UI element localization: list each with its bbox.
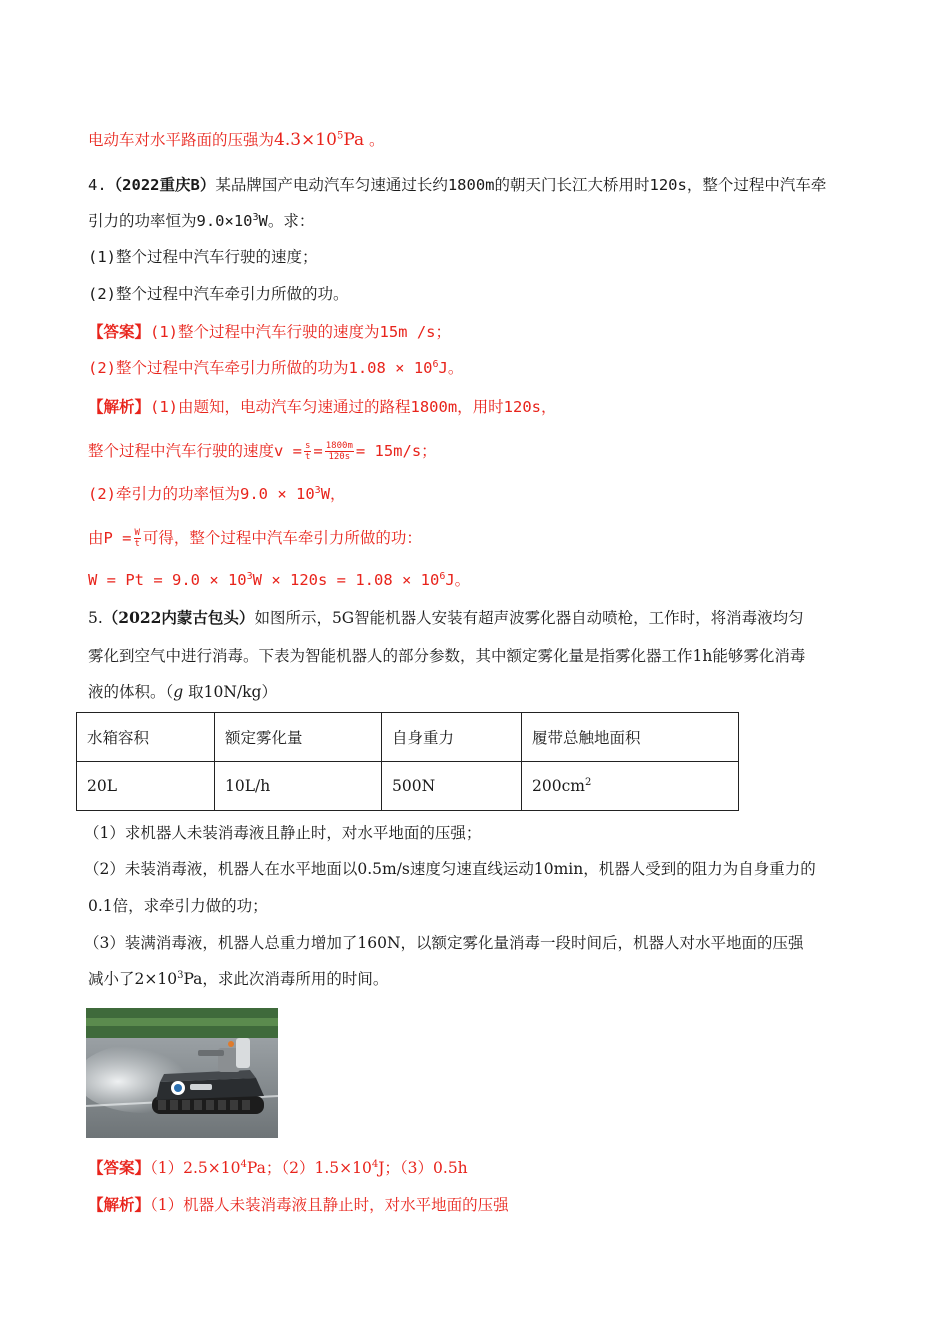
analysis-tag: 【解析】 bbox=[88, 398, 151, 416]
analysis-tag: 【解析】 bbox=[88, 1195, 151, 1214]
answer-tag: 【答案】 bbox=[88, 323, 151, 341]
table-header-cell: 水箱容积 bbox=[77, 713, 215, 762]
disinfection-robot-photo bbox=[86, 1008, 278, 1138]
prev-value: $4.3\times 10^5Pa$ bbox=[274, 130, 365, 150]
table-header-row bbox=[77, 713, 739, 762]
q5-sub2-line1: （2）未装消毒液，机器人在水平地面以0.5m/s速度匀速直线运动10min，机器人受到的阻力为自身重力的 bbox=[84, 860, 816, 878]
q5-sub3-line2: 减小了$2\times 10^3Pa$，求此次消毒所用的时间。 bbox=[88, 969, 389, 988]
fraction-w-over-t: $\frac{W}{t}$ bbox=[134, 528, 140, 549]
fraction-s-over-t: $\frac{s}{t}$ bbox=[305, 441, 311, 462]
table-cell: 500N bbox=[382, 762, 522, 811]
q4-source: （2022重庆B） bbox=[106, 176, 216, 194]
q4-answer-line1: 【答案】(1)整个过程中汽车行驶的速度为15m /s； bbox=[88, 323, 452, 341]
q5-analysis-line: 【解析】（1）机器人未装消毒液且静止时，对水平地面的压强 bbox=[88, 1195, 509, 1214]
q4-stem-line1: 4.（2022重庆B）某品牌国产电动汽车匀速通过长约1800m的朝天门长江大桥用时120s，整个过程中汽车牵 bbox=[88, 176, 827, 194]
answer-tag: 【答案】 bbox=[88, 1158, 151, 1177]
q4-analysis-line1: 【解析】(1)由题知，电动汽车匀速通过的路程1800m，用时120s， bbox=[88, 398, 557, 416]
prev-prefix: 电动车对水平路面的压强为 bbox=[88, 131, 275, 149]
q5-stem-line2: 雾化到空气中进行消毒。下表为智能机器人的部分参数，其中额定雾化量是指雾化器工作1h能够雾化消毒 bbox=[88, 647, 806, 665]
q5-answer-line: 【答案】$(1)2.5\times 10^4Pa$；$(2)1.5\times 10^4J$；（3）0.5h bbox=[88, 1158, 468, 1177]
q4-analysis-line5: $W = Pt = 9.0 \times 10^3W \times 120s = 1.08 \times 10^6J$。 bbox=[88, 570, 471, 589]
q5-sub2-line2: 0.1倍，求牵引力做的功； bbox=[88, 897, 268, 915]
q4-analysis-line2: 整个过程中汽车行驶的速度v = $\frac{s}{t}$ = $\frac{1800m}{120s}$ = 15m/s； bbox=[88, 441, 437, 462]
q4-number: 4. bbox=[88, 176, 107, 194]
q4-analysis-line3: (2)牵引力的功率恒为$9.0 \times 10^3W$， bbox=[88, 484, 346, 503]
q4-answer-line2: (2)整个过程中汽车牵引力所做的功为$1.08 \times 10^6J$。 bbox=[88, 358, 464, 377]
table-cell: 20L bbox=[77, 762, 215, 811]
q5-sub3-line1: （3）装满消毒液，机器人总重力增加了160N，以额定雾化量消毒一段时间后，机器人对水平地面的压强 bbox=[84, 934, 804, 952]
q4-sub1: (1)整个过程中汽车行驶的速度； bbox=[88, 248, 318, 266]
table-cell: $200cm^2$ bbox=[522, 762, 739, 811]
q5-sub1: （1）求机器人未装消毒液且静止时，对水平地面的压强； bbox=[84, 824, 482, 842]
q5-stem-line1: 5.（2022内蒙古包头）如图所示，5G智能机器人安装有超声波雾化器自动喷枪，工作时，将消毒液均匀 bbox=[88, 608, 804, 627]
table-header-cell: 自身重力 bbox=[382, 713, 522, 762]
q5-number: 5. bbox=[88, 609, 103, 627]
table-header-cell: 履带总触地面积 bbox=[522, 713, 739, 762]
q5-source: （2022内蒙古包头） bbox=[102, 608, 255, 627]
q4-stem-line2: 引力的功率恒为$9.0\times 10^3W$。求： bbox=[88, 211, 315, 230]
q4-sub2: (2)整个过程中汽车牵引力所做的功。 bbox=[88, 285, 349, 303]
table-value-row bbox=[77, 762, 739, 811]
robot-parameter-table bbox=[76, 712, 739, 811]
q5-stem-line3: 液的体积。（g 取10N/kg） bbox=[88, 683, 277, 701]
fraction-distance-over-time: $\frac{1800m}{120s}$ bbox=[325, 441, 353, 462]
prev-answer-line: 电动车对水平路面的压强为$4.3\times 10^5Pa$ 。 bbox=[88, 130, 385, 150]
q4-analysis-line4: 由P = $\frac{W}{t}$ 可得，整个过程中汽车牵引力所做的功： bbox=[88, 528, 422, 549]
table-cell: 10L/h bbox=[215, 762, 382, 811]
table-header-cell: 额定雾化量 bbox=[215, 713, 382, 762]
